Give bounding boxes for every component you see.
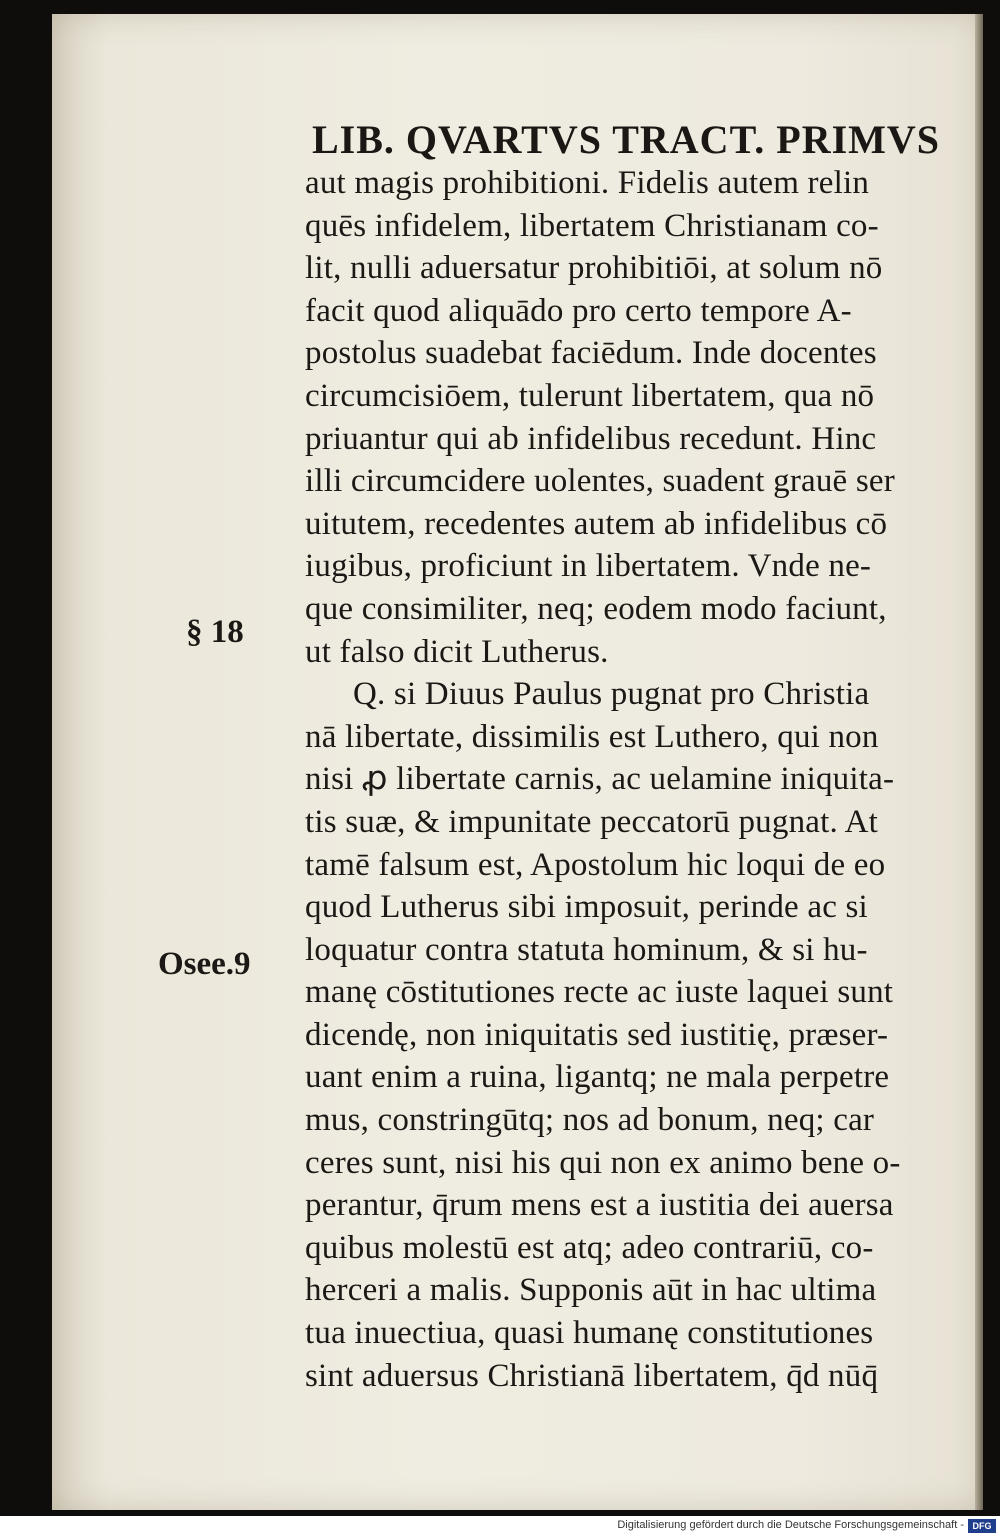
text-line: perantur, q̄rum mens est a iustitia dei auersa: [305, 1187, 894, 1224]
text-line: lit, nulli aduersatur prohibitiōi, at solum nō: [305, 250, 883, 287]
text-line: quod Lutherus sibi imposuit, perinde ac si: [305, 889, 868, 926]
text-line: tua inuectiua, quasi humanę constitutiones: [305, 1315, 874, 1352]
text-line: Q. si Diuus Paulus pugnat pro Christia: [353, 676, 870, 713]
text-line: nisi ꝓ libertate carnis, ac uelamine iniquita-: [305, 761, 895, 798]
footer-bar: [0, 1516, 1000, 1537]
text-line: nā libertate, dissimilis est Luthero, qui non: [305, 718, 879, 755]
text-line: circumcisiōem, tulerunt libertatem, qua nō: [305, 377, 875, 414]
page-edge: [975, 14, 983, 1510]
text-line: quēs infidelem, libertatem Christianam co-: [305, 207, 879, 244]
dfg-logo: DFG: [968, 1519, 996, 1533]
text-line: sint aduersus Christianā libertatem, q̄d nūq̄: [305, 1357, 879, 1394]
text-line: ceres sunt, nisi his qui non ex animo bene o-: [305, 1144, 901, 1181]
text-line: priuantur qui ab infidelibus recedunt. Hinc: [305, 420, 877, 457]
text-line: aut magis prohibitioni. Fidelis autem relin: [305, 165, 870, 201]
text-line: herceri a malis. Supponis aūt in hac ultima: [305, 1272, 877, 1309]
text-line: uitutem, recedentes autem ab infidelibus cō: [305, 505, 888, 542]
text-line: postolus suadebat faciēdum. Inde docentes: [305, 335, 877, 372]
text-line: iugibus, proficiunt in libertatem. Vnde ne-: [305, 548, 872, 585]
text-line: que consimiliter, neq; eodem modo faciunt,: [305, 590, 887, 627]
running-head: LIB. QVARTVS TRACT. PRIMVS: [312, 117, 941, 162]
text-line: loquatur contra statuta hominum, & si hu-: [305, 931, 868, 968]
text-line: illi circumcidere uolentes, suadent grauē ser: [305, 463, 895, 500]
body-text: [305, 162, 930, 1397]
text-line: tis suæ, & impunitate peccatorū pugnat. At: [305, 803, 878, 840]
text-line: quibus molestū est atq; adeo contrariū, co-: [305, 1229, 874, 1266]
footer-credit: Digitalisierung gefördert durch die Deutsche Forschungsgemeinschaft -: [617, 1519, 964, 1531]
text-line: facit quod aliquādo pro certo tempore A-: [305, 292, 852, 329]
text-line: manę cōstitutiones recte ac iuste laquei sunt: [305, 974, 894, 1011]
text-line: dicendę, non iniquitatis sed iustitię, præser-: [305, 1016, 889, 1053]
margin-note-reference: Osee.9: [158, 946, 251, 982]
margin-note-section: § 18: [186, 614, 244, 650]
text-line: uant enim a ruina, ligantq; ne mala perpetre: [305, 1059, 890, 1096]
text-line: ut falso dicit Lutherus.: [305, 633, 609, 670]
text-line: tamē falsum est, Apostolum hic loqui de eo: [305, 846, 886, 883]
text-line: mus, constringūtq; nos ad bonum, neq; car: [305, 1102, 875, 1139]
